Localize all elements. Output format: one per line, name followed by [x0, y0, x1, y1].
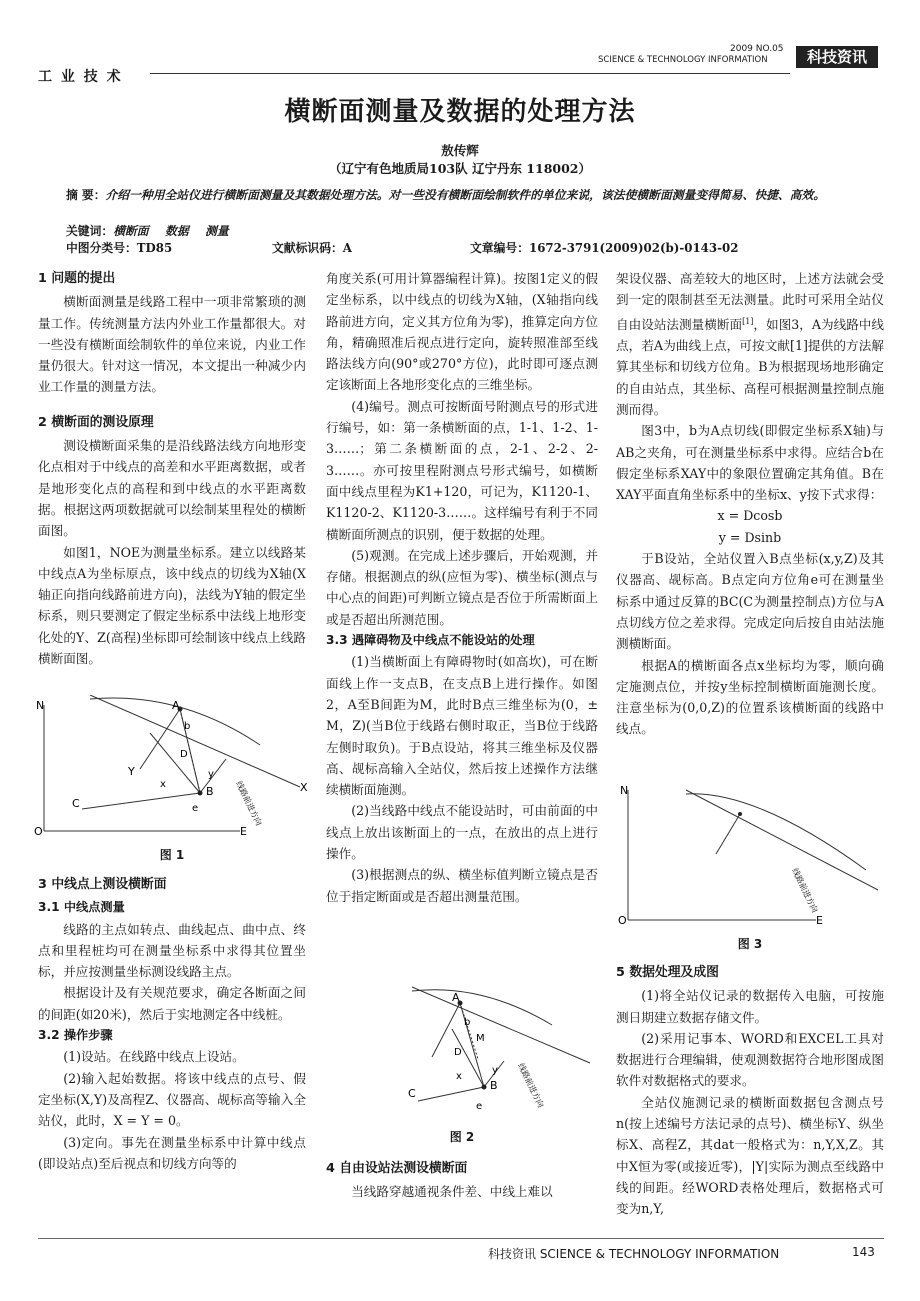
paragraph: (2)输入起始数据。将该中线点的点号、假定坐标(X,Y)及高程Z、仪器高、觇标高等输入全站仪，此时，X = Y = 0。	[38, 1070, 306, 1129]
keywords-text: 横断面 数据 测量	[113, 224, 229, 238]
column-1-continued	[38, 874, 306, 1174]
article-number: 文章编号：1672-3791(2009)02(b)-0143-02	[470, 241, 739, 255]
tangent-line	[412, 987, 590, 1063]
figure-2-caption: 图 2	[449, 1130, 475, 1144]
route-direction-label: 线路前进方向	[234, 779, 264, 828]
label-n: N	[620, 784, 629, 797]
label-x-small: x	[456, 1071, 462, 1082]
equation-2: y = Dsinb	[718, 529, 782, 545]
paragraph-text: ，如图3，A为线路中线点，若A为曲线上点，可按文献[1]提供的方法解算其坐标和切线方位角。B为根据现场地形确定的自由站点，其坐标、高程可根据测量控制点施测而得。	[616, 316, 885, 417]
paragraph: (3)定向。事先在测量坐标系中计算中线点(即设站点)至后视点和切线方向等的	[38, 1134, 306, 1171]
section-3-2-heading: 3.2 操作步骤	[38, 1028, 113, 1043]
label-d: D	[454, 1047, 462, 1058]
paragraph: 线路的主点如转点、曲线起点、曲中点、终点和里程桩均可在测量坐标系中求得其位置坐标，并应按测量坐标测设线路主点。	[38, 921, 306, 980]
label-a: A	[452, 991, 460, 1004]
paragraph: (3)根据测点的纵、横坐标值判断立镜点是否位于指定断面或是否超出测量范围。	[326, 867, 598, 904]
article-title: 横断面测量及数据的处理方法	[284, 97, 636, 127]
label-d: D	[180, 749, 188, 760]
affiliation: （辽宁有色地质局103队 辽宁丹东 118002）	[329, 161, 591, 176]
abstract-text: 介绍一种用全站仪进行横断面测量及其数据处理方法。对一些没有横断面绘制软件的单位来说，该法使横断面测量变得简易、快捷、高效。	[105, 188, 826, 202]
label-e: E	[816, 914, 823, 927]
figure-1-caption: 图 1	[159, 848, 185, 862]
label-e: E	[240, 825, 247, 838]
label-x: X	[300, 781, 308, 794]
paragraph: 如图1，NOE为测量坐标系。建立以线路某中线点A为坐标原点，该中线点的切线为X轴(X轴正向指向线路前进方向)，法线为Y轴的假定坐标系，则只要测定了假定坐标系中法线上地形变化处的Y、Z(高程)坐标即可绘制该中线点上线路横断面图。	[38, 544, 306, 667]
paragraph: (2)采用记事本、WORD和EXCEL工具对数据进行合理编辑，使观测数据符合地形图成图软件对数据格式的要求。	[616, 1030, 884, 1089]
paragraph: 当线路穿越通视条件差、中线上难以	[351, 1184, 553, 1200]
paragraph: (1)设站。在线路中线点上设站。	[63, 1049, 245, 1065]
paragraph: (1)将全站仪记录的数据传入电脑，可按施测日期建立数据存储文件。	[616, 988, 884, 1025]
footer-journal: 科技资讯 SCIENCE & TECHNOLOGY INFORMATION	[488, 1247, 780, 1261]
doc-code: 文献标识码：A	[272, 241, 352, 255]
page-number: 143	[852, 1245, 875, 1259]
column-1	[38, 268, 306, 669]
label-angle-e: e	[476, 1101, 483, 1112]
paragraph-text: 架设仪器、高差较大的地区时，上述方法就会受到一定的限制甚至无法测量。此时可采用全站仪自由设站法测量横断面	[616, 271, 884, 332]
normal-line	[140, 709, 180, 769]
paragraph: 测设横断面采集的是沿线路法线方向地形变化点相对于中线点的高差和水平距离数据，或者是地形变化点的高程和到中线点的水平距离数据。根据这两项数据就可以绘制某里程处的横断面图。	[38, 438, 306, 539]
issue-number: 2009 NO.05	[730, 44, 784, 54]
author: 敖传辉	[441, 143, 479, 158]
paragraph: 根据A的横断面各点x坐标均为零，顺向确定施测点位，并按y坐标控制横断面施测长度。注意坐标为(0,0,Z)的位置系该横断面的线路中线点。	[616, 657, 884, 737]
equation-1: x = Dcosb	[717, 508, 783, 524]
keywords	[66, 222, 229, 239]
paragraph: (5)观测。在完成上述步骤后，开始观测，并存储。根据测点的纵(应恒为零)、横坐标(测点与中心点的间距)可判断立镜点是否位于所需断面上或是否超出所测范围。	[326, 547, 598, 627]
footer-rule	[38, 1238, 884, 1239]
column-2	[326, 268, 598, 907]
column-3-continued	[616, 962, 884, 1220]
paragraph: 根据设计及有关规范要求，确定各断面之间的间距(如20米)，然后于实地测定各中线桩。	[38, 985, 306, 1022]
label-o: O	[618, 914, 627, 927]
route-direction-label: 线路前进方向	[516, 1061, 546, 1110]
label-b: B	[490, 1079, 498, 1092]
paragraph: 横断面测量是线路工程中一项非常繁琐的测量工作。传统测量方法内外业工作量都很大。对一些没有横断面绘制软件的单位来说，内业工作量仍很大。针对这一情况，本文提出一种减少内业工作量的测量方法。	[38, 294, 306, 395]
section-4-heading: 4 自由设站法测设横断面	[326, 1161, 468, 1176]
label-angle-b: b	[184, 721, 191, 732]
label-c: C	[408, 1087, 416, 1100]
figure-3-caption: 图 3	[737, 937, 763, 951]
clc-number: 中图分类号：TD85	[66, 241, 173, 255]
paragraph: 图3中，b为A点切线(即假定坐标系X轴)与AB之夹角，可在测量坐标系中求得。应结合b在假定坐标系XAY中的象限位置确定其角值。B在XAY平面直角坐标系中的坐标x、y按下式求得：	[616, 423, 884, 503]
journal-name-en: SCIENCE & TECHNOLOGY INFORMATION	[598, 55, 768, 65]
paragraph: (4)编号。测点可按断面号附测点号的形式进行编号，如：第一条横断面的点，1-1、1-2、1-3……；第二条横断面的点，2-1、2-2、2-3……。亦可按里程附测点号形式编号，如横断面中线点里程为K1+120，可记为，K1120-1、K1120-2、K1120-3……。这样编号有利于不同横断面所测点的识别，便于数据的处理。	[326, 398, 598, 542]
label-a: A	[172, 699, 180, 712]
route-curve	[686, 794, 866, 870]
section-3-heading: 3 中线点上测设横断面	[38, 877, 167, 892]
label-y-small: y	[208, 769, 214, 780]
route-curve	[412, 990, 552, 1025]
figure-3	[616, 780, 884, 930]
label-x-small: x	[160, 779, 166, 790]
abstract	[66, 187, 856, 204]
label-angle-b: b	[464, 1017, 471, 1028]
line-bc	[418, 1087, 484, 1101]
figure-2	[392, 985, 592, 1125]
keywords-label: 关键词：	[66, 224, 114, 238]
label-o: O	[34, 825, 43, 838]
label-angle-e: e	[192, 803, 199, 814]
label-n: N	[36, 699, 45, 712]
section-2-heading: 2 横断面的测设原理	[38, 414, 154, 430]
label-y: Y	[128, 765, 135, 778]
paragraph: (2)当线路中线点不能设站时，可由前面的中线点上放出该断面上的一点，在放出的点上进行操作。	[326, 803, 598, 862]
section-1-heading: 1 问题的提出	[38, 271, 116, 286]
label-c: C	[72, 797, 80, 810]
section-3-1-heading: 3.1 中线点测量	[38, 900, 125, 915]
paragraph	[616, 268, 884, 420]
journal-logo: 科技资讯	[796, 46, 878, 68]
route-direction-label: 线路前进方向	[790, 866, 820, 915]
reference-marker: [1]	[742, 316, 754, 326]
header-rule	[150, 73, 790, 74]
line-bc	[82, 793, 200, 809]
label-y-small: y	[492, 1065, 498, 1076]
paragraph: (1)当横断面上有障碍物时(如高坎)，可在断面线上作一支点B，在支点B上进行操作。如图2，A至B间距为M，此时B点三维坐标为(0，± M，Z)(当B位于线路右侧时取正，当B位于线路左侧时取负)。于B点设站，将其三维坐标及仪器高、觇标高输入全站仪，然后按上述操作方法继续横断面施测。	[326, 654, 598, 798]
paragraph: 角度关系(可用计算器编程计算)。按图1定义的假定坐标系，以中线点的切线为X轴，(X轴指向线路前进方向，定义其方位角为零)，推算定向方位角，精确照准后视点进行定向，旋转照准部至线路法线方向(90°或270°方位)，此时即可逐点测定该断面上各地形变化点的三维坐标。	[326, 271, 598, 393]
label-m: M	[476, 1033, 485, 1044]
paragraph: 全站仪施测记录的横断面数据包含测点号n(按上述编号方法记录的点号)、横坐标Y、纵坐标X、高程Z，其dat一般格式为：n,Y,X,Z。其中X恒为零(或接近零)，|Y|实际为测点至线路中线的间距。经WORD表格处理后，数据格式可变为n,Y,	[616, 1094, 884, 1217]
column-2-end	[326, 1158, 598, 1203]
section-5-heading: 5 数据处理及成图	[616, 965, 719, 980]
figure-1	[30, 695, 315, 843]
tangent-line	[686, 790, 878, 890]
section-3-3-heading: 3.3 遇障碍物及中线点不能设站的处理	[326, 633, 535, 648]
label-b: B	[206, 785, 214, 798]
paragraph: 于B设站，全站仪置入B点坐标(x,y,Z)及其仪器高、觇标高。B点定向方位角e可在测量坐标系中通过反算的BC(C为测量控制点)方位与A点切线方位之差求得。完成定向后按自由站法施测横断面。	[616, 551, 884, 652]
section-label: 工 业 技 术	[38, 69, 123, 85]
column-3	[616, 268, 884, 740]
abstract-label: 摘 要：	[66, 188, 106, 202]
